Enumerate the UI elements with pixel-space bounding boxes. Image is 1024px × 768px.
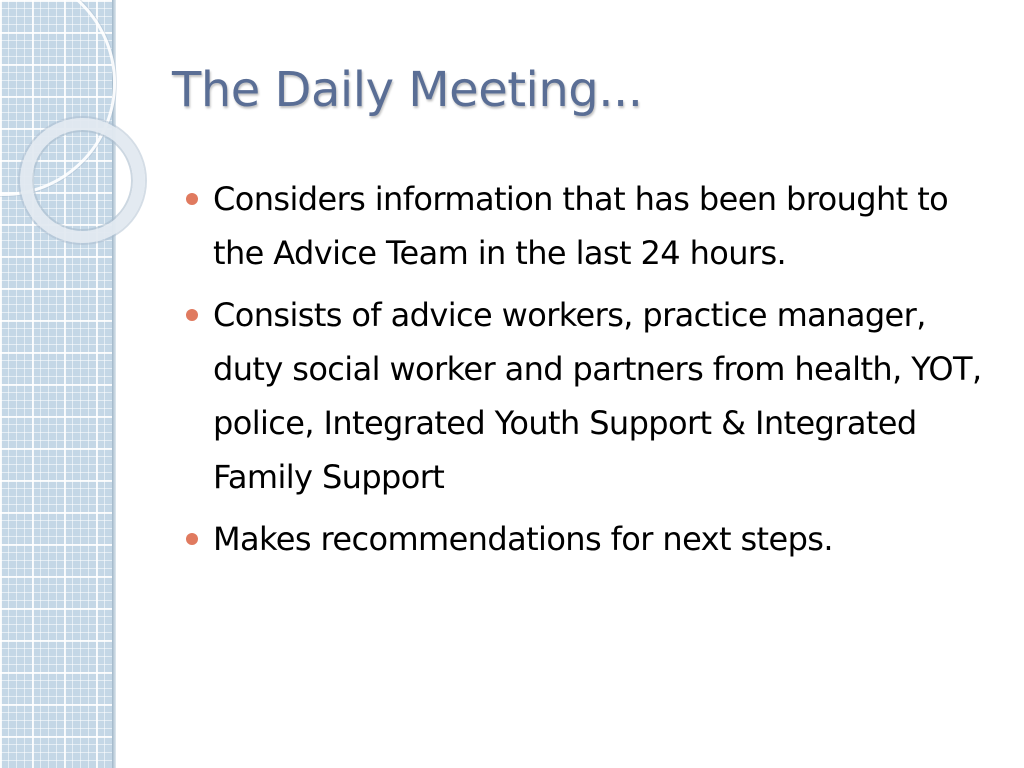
bullet-dot-icon bbox=[186, 193, 198, 205]
bullet-dot-icon bbox=[186, 533, 198, 545]
slide-title: The Daily Meeting... bbox=[172, 62, 643, 118]
bullet-item bbox=[184, 172, 994, 280]
bullet-item bbox=[184, 288, 994, 504]
side-band-edge bbox=[112, 0, 116, 768]
bullet-item bbox=[184, 512, 994, 566]
bullet-text: Considers information that has been brought to the Advice Team in the last 24 hours. bbox=[213, 180, 949, 272]
decorative-ring-inner bbox=[20, 118, 145, 243]
bullet-text: Makes recommendations for next steps. bbox=[213, 520, 833, 558]
bullet-text: Consists of advice workers, practice manager, duty social worker and partners from health, YOT, police, Integrated Youth Support & Integrated Family Support bbox=[213, 296, 982, 496]
bullet-dot-icon bbox=[186, 309, 198, 321]
bullet-list bbox=[184, 172, 994, 574]
